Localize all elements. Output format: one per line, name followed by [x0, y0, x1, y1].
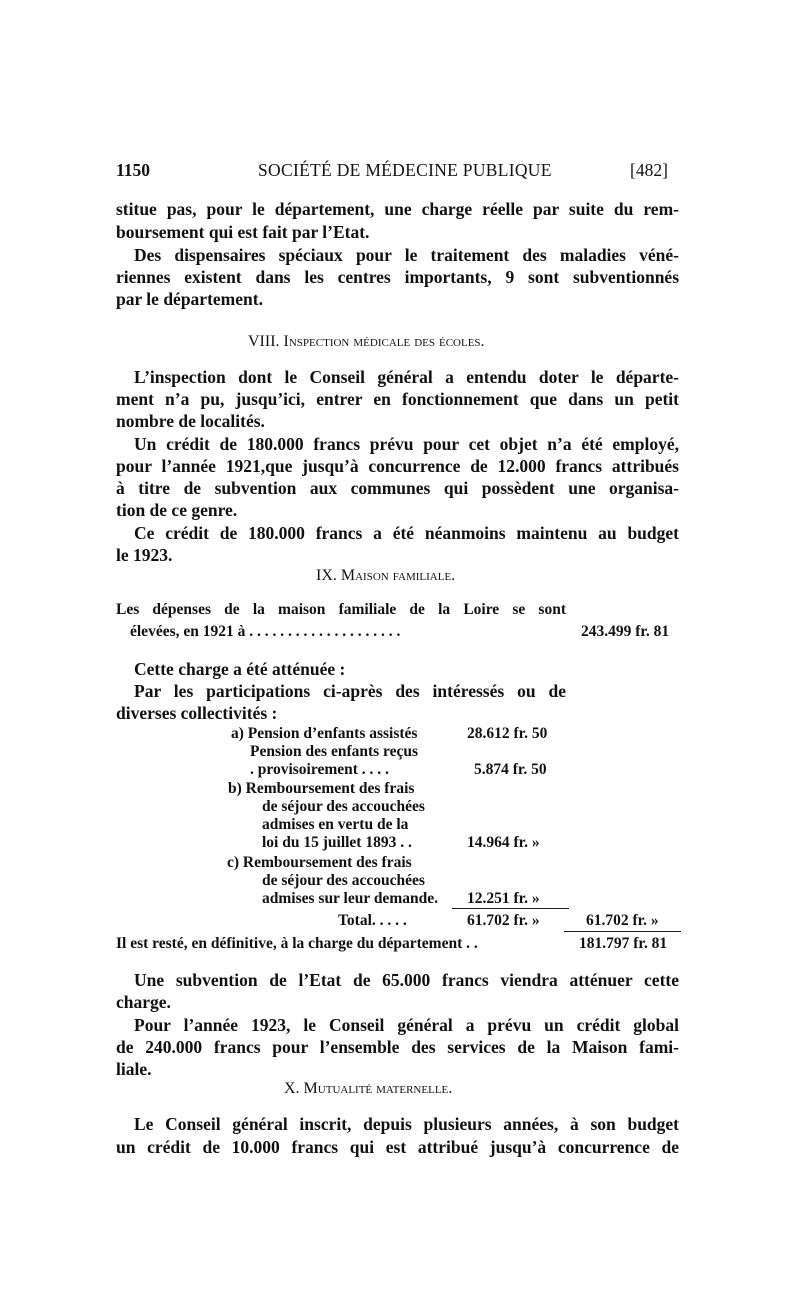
remaining-amount: 181.797 fr. 81 — [579, 935, 668, 952]
item-b-line-2: de séjour des accouchées — [262, 798, 425, 815]
remaining-label: Il est resté, en définitive, à la charge du département . . — [116, 935, 478, 952]
item-a-line-2: Pension des enfants reçus — [250, 743, 419, 760]
s8-line-6: à titre de subvention aux communes qui possèdent une organisa- — [116, 478, 679, 498]
s8-line-1: L’inspection dont le Conseil général a entendu doter le départe- — [134, 367, 679, 387]
total-rule — [452, 908, 569, 909]
running-title: SOCIÉTÉ DE MÉDECINE PUBLIQUE — [258, 160, 552, 180]
bracket-page-number: [482] — [630, 160, 668, 180]
s8-line-9: le 1923. — [116, 545, 173, 565]
after-line-4: de 240.000 francs pour l’ensemble des services de la Maison fami- — [116, 1037, 679, 1057]
intro-line-1: stitue pas, pour le département, une charge réelle par suite du rem- — [116, 199, 679, 219]
item-b-line-4: loi du 15 juillet 1893 . . — [262, 834, 412, 851]
after-line-5: liale. — [116, 1059, 152, 1079]
s8-line-5: pour l’année 1921,que jusqu’à concurrence de 12.000 francs attribués — [116, 456, 679, 476]
s8-line-7: tion de ce genre. — [116, 500, 238, 520]
s8-line-3: nombre de localités. — [116, 411, 265, 431]
s10-line-1: Le Conseil général inscrit, depuis plusieurs années, à son budget — [134, 1114, 679, 1134]
item-c-line-2: de séjour des accouchées — [262, 872, 425, 889]
item-b-line-1: b) Remboursement des frais — [228, 780, 415, 797]
attenuated-line: Cette charge a été atténuée : — [134, 659, 346, 679]
intro-line-2: boursement qui est fait par l’Etat. — [116, 222, 370, 242]
participations-line-2: diverses collectivités : — [116, 703, 278, 723]
s8-line-2: ment n’a pu, jusqu’ici, entrer en fonctionnement que dans un petit — [116, 389, 679, 409]
remaining-rule — [564, 931, 681, 932]
item-a-amount-1: 28.612 fr. 50 — [467, 725, 548, 742]
s8-line-4: Un crédit de 180.000 francs prévu pour cet objet n’a été employé, — [134, 434, 679, 454]
intro-line-3: Des dispensaires spéciaux pour le traitement des maladies véné- — [134, 245, 679, 265]
expense-line-2: élevées, en 1921 à . . . . . . . . . . . . . . . . . . . . — [130, 623, 401, 640]
section-9-heading: IX. Maison familiale. — [316, 567, 456, 584]
expense-line-1: Les dépenses de la maison familiale de la Loire se sont — [116, 601, 566, 618]
item-b-amount: 14.964 fr. » — [467, 834, 540, 851]
expense-amount: 243.499 fr. 81 — [581, 623, 670, 640]
section-10-heading: X. Mutualité maternelle. — [284, 1080, 453, 1097]
after-line-3: Pour l’année 1923, le Conseil général a prévu un crédit global — [134, 1015, 679, 1035]
intro-line-4: riennes existent dans les centres importants, 9 sont subventionnés — [116, 267, 679, 287]
participations-line-1: Par les participations ci-après des intéressés ou de — [134, 681, 566, 701]
page-number: 1150 — [116, 160, 151, 180]
total-amount: 61.702 fr. » — [467, 912, 540, 929]
total-amount-right: 61.702 fr. » — [586, 912, 659, 929]
item-c-line-1: c) Remboursement des frais — [227, 854, 412, 871]
item-c-line-3: admises sur leur demande. — [262, 890, 438, 907]
total-label: Total. . . . . — [338, 912, 407, 929]
intro-line-5: par le département. — [116, 289, 263, 309]
item-a-line-3: . provisoirement . . . . — [250, 761, 389, 778]
after-line-1: Une subvention de l’Etat de 65.000 francs viendra atténuer cette — [134, 970, 679, 990]
after-line-2: charge. — [116, 992, 171, 1012]
s8-line-8: Ce crédit de 180.000 francs a été néanmoins maintenu au budget — [134, 523, 679, 543]
item-b-line-3: admises en vertu de la — [262, 816, 409, 833]
item-c-amount: 12.251 fr. » — [467, 890, 540, 907]
item-a-line-1: a) Pension d’enfants assistés — [231, 725, 418, 742]
item-a-amount-2: 5.874 fr. 50 — [474, 761, 547, 778]
section-8-heading: VIII. Inspection médicale des écoles. — [248, 333, 485, 350]
s10-line-2: un crédit de 10.000 francs qui est attribué jusqu’à concurrence de — [116, 1137, 679, 1157]
